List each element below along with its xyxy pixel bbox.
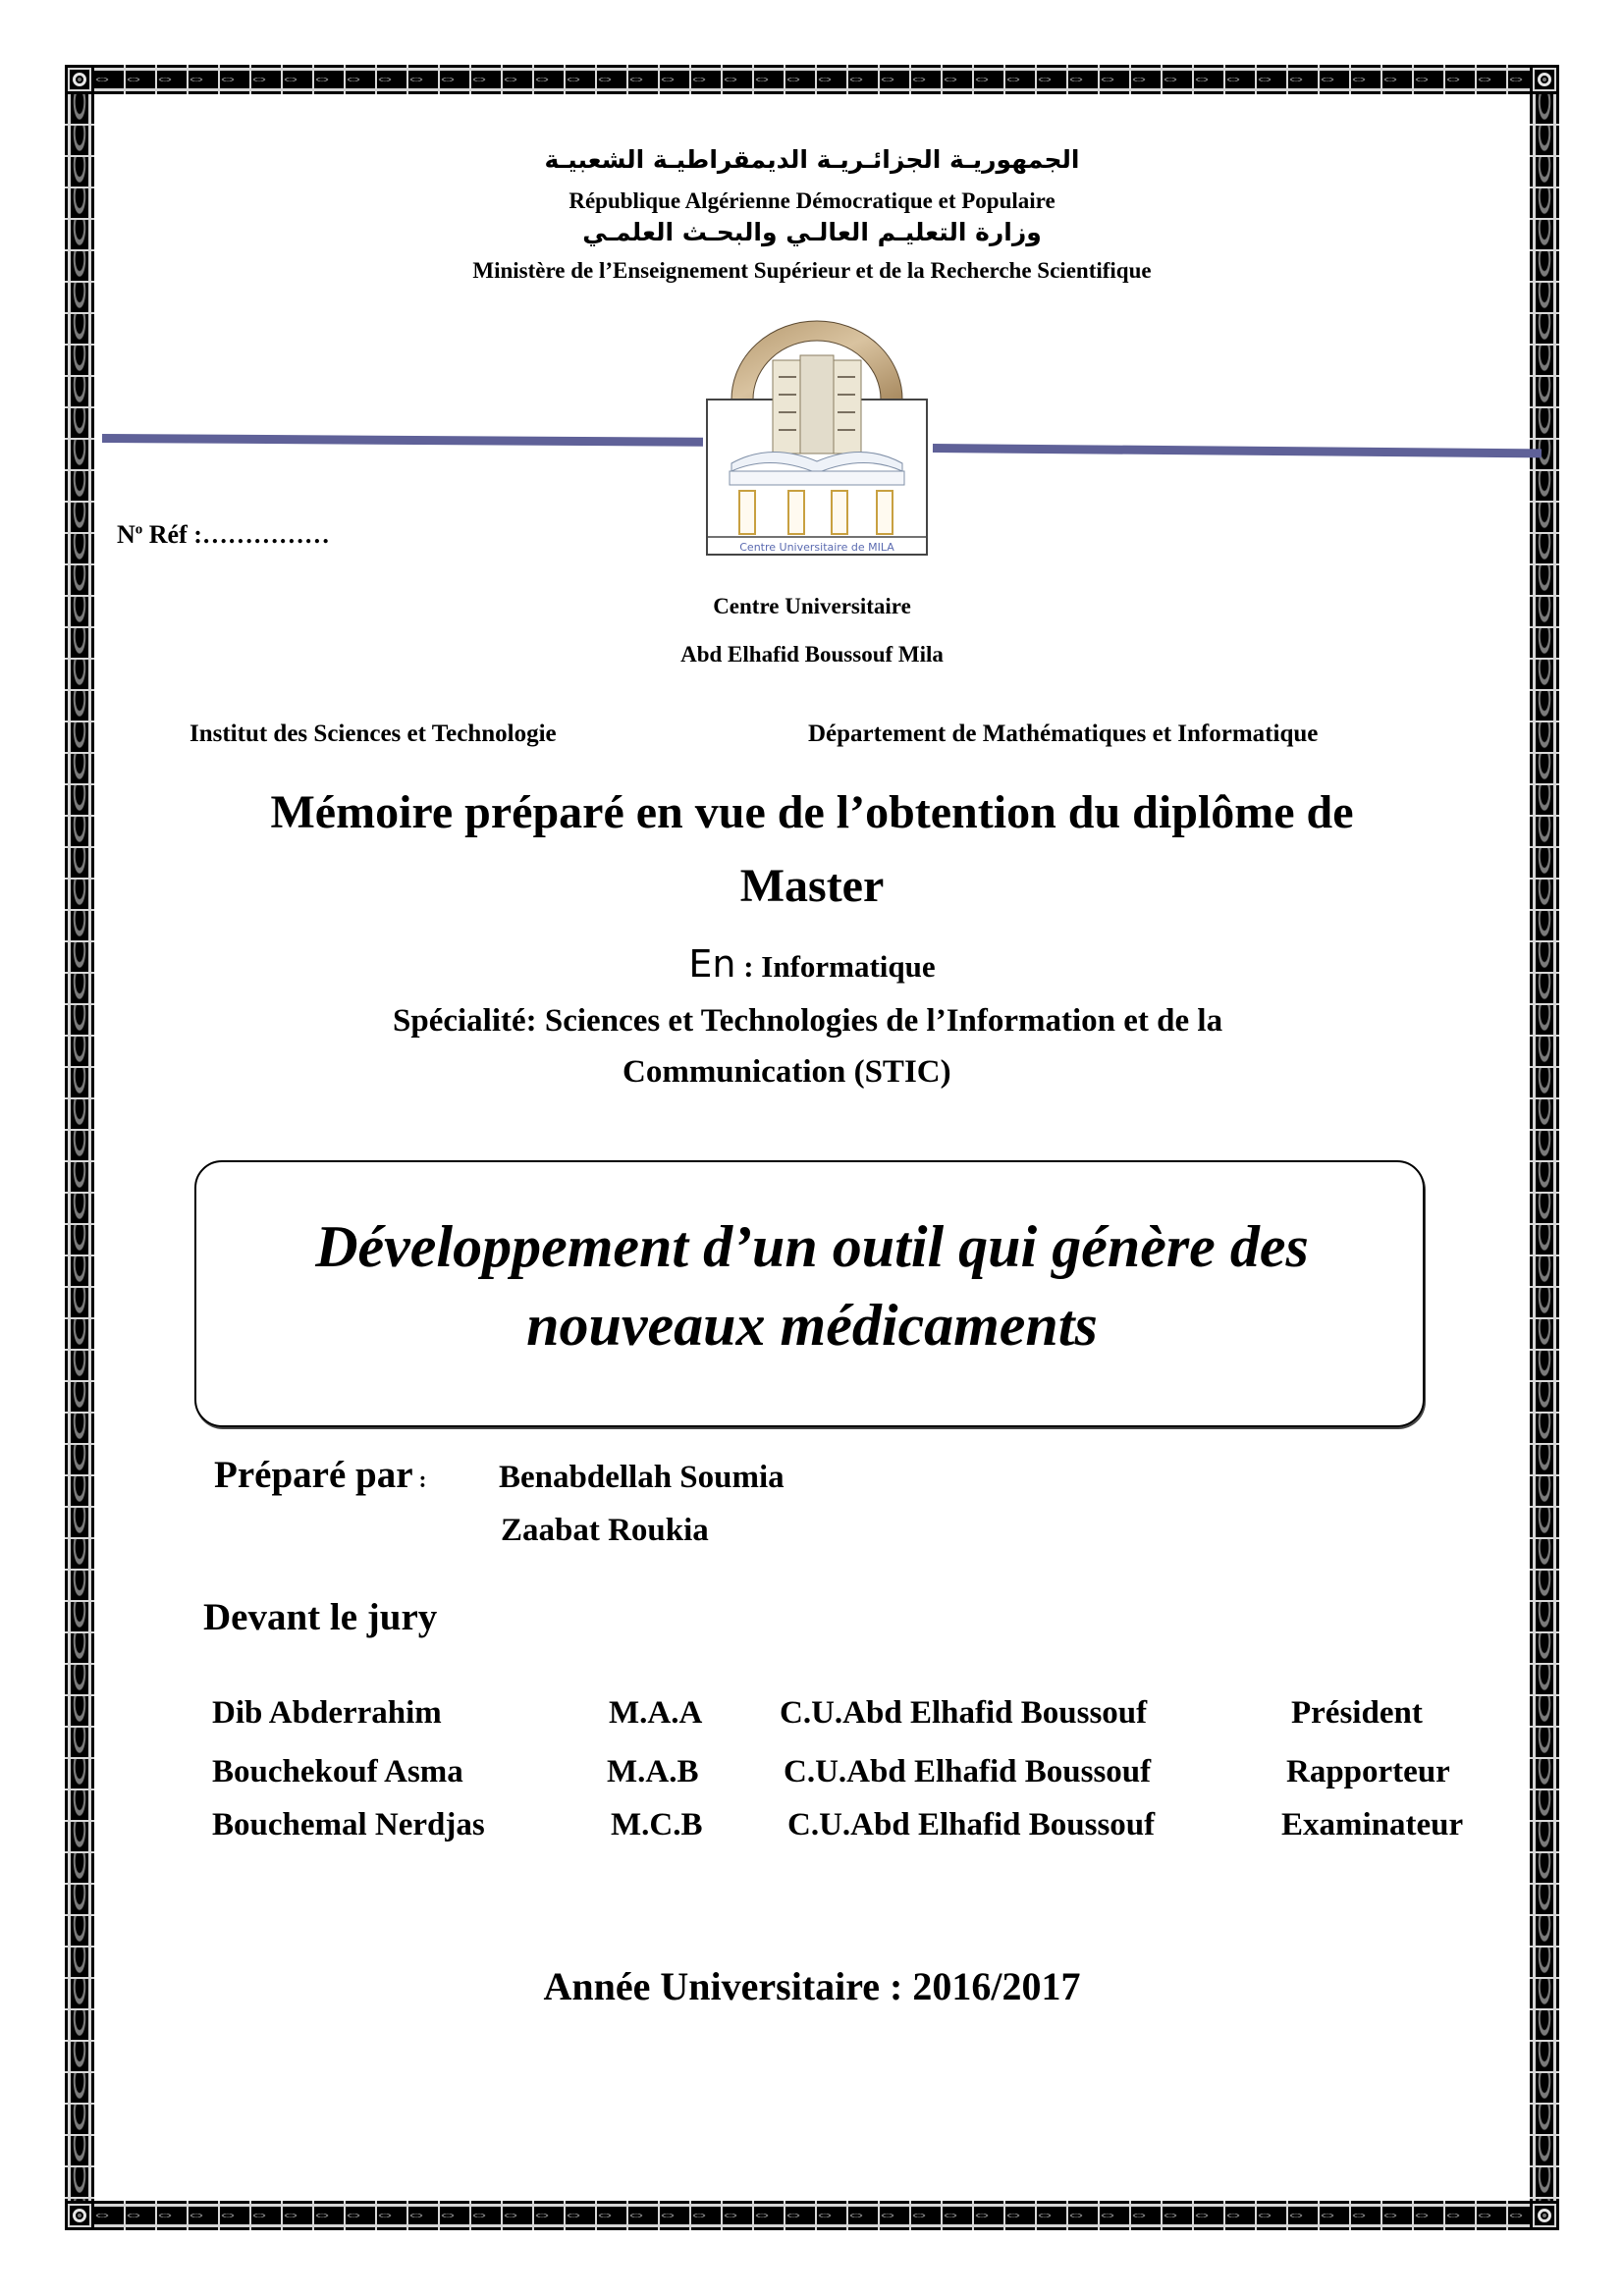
jury-member-name: Bouchekouf Asma — [212, 1754, 463, 1789]
jury-member-institution: C.U.Abd Elhafid Boussouf — [780, 1695, 1148, 1731]
jury-member-role: Président — [1291, 1695, 1423, 1731]
jury-member-grade: M.C.B — [611, 1807, 703, 1842]
academic-year: Année Universitaire : 2016/2017 — [543, 1964, 1081, 2008]
reference-number: $N^o$ Réf :…………… — [117, 520, 330, 549]
speciality-line2: Communication (STIC) — [623, 1054, 951, 1090]
author-name: Benabdellah Soumia — [499, 1460, 785, 1495]
jury-member-grade: M.A.B — [607, 1754, 699, 1789]
jury-member-name: Bouchemal Nerdjas — [212, 1807, 485, 1842]
logo-caption: Centre Universitaire de MILA — [739, 541, 894, 554]
jury-member-row — [0, 1695, 1624, 1735]
department-name: Département de Mathématiques et Informatique — [808, 721, 1319, 747]
french-republic-name: République Algérienne Démocratique et Populaire — [568, 188, 1056, 213]
arabic-republic-name: الجمهوريـة الجزائـريـة الديمقراطيـة الشعبيـة — [544, 145, 1080, 174]
jury-heading: Devant le jury — [203, 1596, 438, 1638]
border-bottom — [94, 2201, 1530, 2230]
building-icon — [773, 355, 861, 454]
jury-member-name: Dib Abderrahim — [212, 1695, 442, 1731]
border-left — [65, 94, 94, 2201]
jury-member-institution: C.U.Abd Elhafid Boussouf — [787, 1807, 1156, 1842]
jury-member-row — [0, 1754, 1624, 1793]
corner-ornament-icon — [65, 2201, 94, 2230]
jury-member-role: Rapporteur — [1286, 1754, 1450, 1789]
jury-member-row — [0, 1807, 1624, 1846]
institution-name-line2: Abd Elhafid Boussouf Mila — [680, 642, 944, 667]
memoire-heading-line2: Master — [739, 860, 885, 912]
university-logo — [702, 316, 932, 560]
jury-member-grade: M.A.A — [609, 1695, 703, 1731]
field-of-study: En : Informatique — [688, 942, 936, 986]
thesis-title-line2: nouveaux médicaments — [526, 1293, 1098, 1358]
speciality-line1: Spécialité: Sciences et Technologies de l’Information et de la — [393, 1003, 1223, 1039]
corner-ornament-icon — [65, 65, 94, 94]
corner-ornament-icon — [1530, 65, 1559, 94]
corner-ornament-icon — [1530, 2201, 1559, 2230]
institute-name: Institut des Sciences et Technologie — [189, 721, 557, 747]
border-top — [94, 65, 1530, 94]
french-ministry-name: Ministère de l’Enseignement Supérieur et de la Recherche Scientifique — [472, 258, 1152, 283]
institution-name-line1: Centre Universitaire — [713, 594, 911, 618]
memoire-heading-line1: Mémoire préparé en vue de l’obtention du diplôme de — [270, 786, 1354, 838]
jury-member-role: Examinateur — [1281, 1807, 1464, 1842]
jury-member-institution: C.U.Abd Elhafid Boussouf — [784, 1754, 1152, 1789]
thesis-title-line1: Développement d’un outil qui génère des — [315, 1214, 1309, 1279]
prepared-by-label: Préparé par : — [214, 1454, 427, 1496]
border-right — [1530, 94, 1559, 2201]
arabic-ministry-name: وزارة التعليـم العالـي والبحـث العلمـي — [582, 218, 1042, 246]
author-name: Zaabat Roukia — [501, 1513, 709, 1548]
